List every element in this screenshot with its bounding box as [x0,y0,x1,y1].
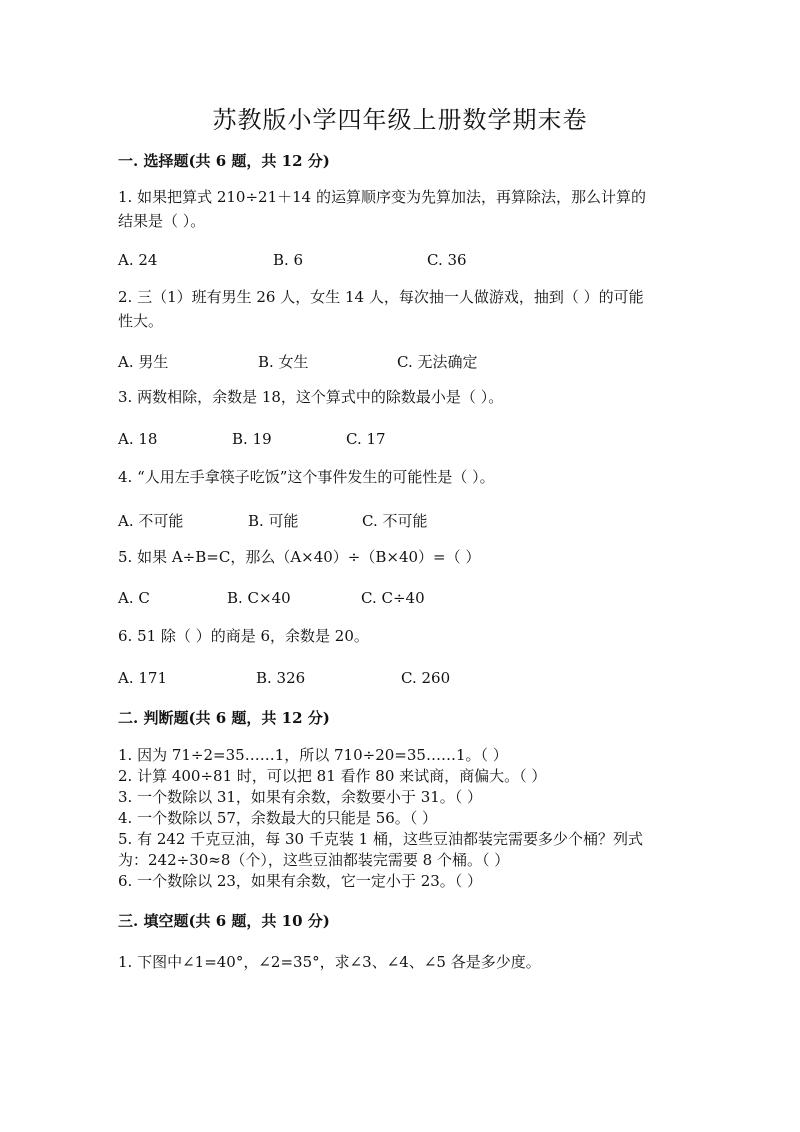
section-heading-choice: 一. 选择题(共 6 题，共 12 分) [118,152,330,170]
judgment-item-6: 6. 一个数除以 23，如果有余数，它一定小于 23。（ ） [118,872,483,890]
question-1-line1: 1. 如果把算式 210÷21＋14 的运算顺序变为先算加法，再算除法，那么计算的 [118,188,646,206]
question-1-option-b: B. 6 [273,251,304,269]
question-6-option-a: A. 171 [118,669,167,687]
question-6-line1: 6. 51 除（ ）的商是 6，余数是 20。 [118,627,369,645]
question-1-option-a: A. 24 [118,251,158,269]
judgment-item-2: 2. 计算 400÷81 时，可以把 81 看作 80 来试商，商偏大。（ ） [118,767,547,785]
question-2-line2: 性大。 [118,312,164,330]
question-5-option-a: A. C [118,589,150,607]
question-5-option-c: C. C÷40 [361,589,425,607]
question-4-option-a: A. 不可能 [118,512,184,530]
judgment-item-1: 1. 因为 71÷2=35……1，所以 710÷20=35……1。（ ） [118,746,508,764]
question-3-option-c: C. 17 [346,430,386,448]
question-4-option-b: B. 可能 [248,512,299,530]
judgment-item-3: 3. 一个数除以 31，如果有余数，余数要小于 31。（ ） [118,788,483,806]
question-5-line1: 5. 如果 A÷B=C，那么（A×40）÷（B×40）=（ ） [118,548,481,566]
question-2-line1: 2. 三（1）班有男生 26 人，女生 14 人，每次抽一人做游戏，抽到（ ）的可能 [118,288,644,306]
question-4-line1: 4. “人用左手拿筷子吃饭”这个事件发生的可能性是（ ）。 [118,468,495,486]
question-6-option-b: B. 326 [256,669,306,687]
question-6-option-c: C. 260 [401,669,451,687]
question-4-option-c: C. 不可能 [362,512,428,530]
fill-question-1: 1. 下图中∠1=40°，∠2=35°，求∠3、∠4、∠5 各是多少度。 [118,953,541,971]
question-5-option-b: B. C×40 [227,589,291,607]
judgment-item-4: 4. 一个数除以 57，余数最大的只能是 56。（ ） [118,809,438,827]
judgment-item-5-line1: 5. 有 242 千克豆油，每 30 千克装 1 桶，这些豆油都装完需要多少个桶？列式 [118,830,643,848]
question-2-option-c: C. 无法确定 [397,353,478,371]
question-2-option-a: A. 男生 [118,353,169,371]
page-title: 苏教版小学四年级上册数学期末卷 [212,106,588,134]
question-1-option-c: C. 36 [427,251,467,269]
question-2-option-b: B. 女生 [258,353,309,371]
question-3-option-a: A. 18 [118,430,158,448]
section-heading-judgment: 二. 判断题(共 6 题，共 12 分) [118,709,330,727]
question-3-line1: 3. 两数相除，余数是 18，这个算式中的除数最小是（ ）。 [118,388,504,406]
question-1-line2: 结果是（ ）。 [118,212,206,230]
judgment-item-5-line2: 为：242÷30≈8（个），这些豆油都装完需要 8 个桶。（ ） [118,851,510,869]
question-3-option-b: B. 19 [232,430,272,448]
section-heading-fill-blank: 三. 填空题(共 6 题，共 10 分) [118,912,330,930]
